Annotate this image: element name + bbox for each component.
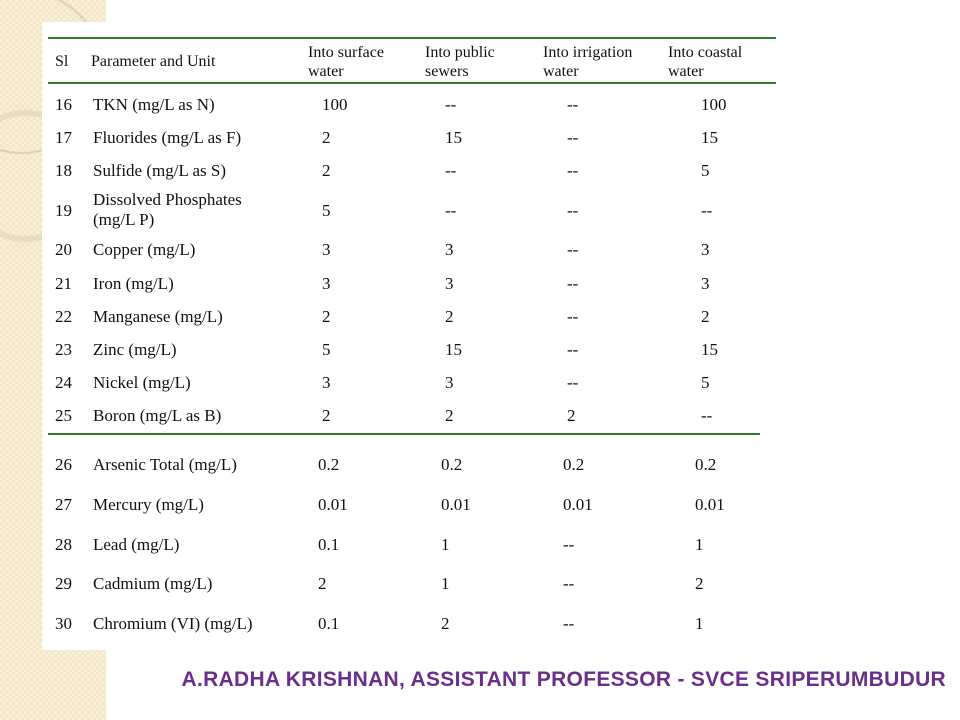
row-value-surface: 3 xyxy=(322,240,331,259)
row-value-sewers: 2 xyxy=(445,307,454,326)
row-value-coastal: 100 xyxy=(701,95,727,114)
row-value-irrigation: -- xyxy=(567,240,579,259)
parameter-line: Manganese (mg/L) xyxy=(93,307,223,326)
row-value-sewers: 1 xyxy=(441,535,450,554)
row-value-sewers: 2 xyxy=(445,406,454,425)
section-divider-rule xyxy=(48,433,760,435)
header-coastal-water: Into coastal water xyxy=(668,44,743,80)
row-parameter xyxy=(93,161,226,181)
table-panel xyxy=(42,22,782,650)
row-value-sewers: 2 xyxy=(441,614,450,633)
row-value-surface: 2 xyxy=(322,161,331,180)
row-value-surface: 5 xyxy=(322,201,331,220)
row-value-irrigation: -- xyxy=(563,614,575,633)
parameter-line: Dissolved Phosphates xyxy=(93,190,242,209)
row-parameter xyxy=(93,495,204,515)
row-value-coastal: 3 xyxy=(701,240,710,259)
row-value-sewers: 3 xyxy=(445,274,454,293)
row-sl: 22 xyxy=(55,307,72,326)
row-value-coastal: 15 xyxy=(701,340,718,359)
row-value-irrigation: 0.2 xyxy=(563,455,585,474)
parameter-line: Chromium (VI) (mg/L) xyxy=(93,614,253,633)
header-sl: Sl xyxy=(55,53,69,70)
row-value-irrigation: -- xyxy=(567,274,579,293)
row-sl: 24 xyxy=(55,373,72,392)
row-value-coastal: 0.2 xyxy=(695,455,717,474)
parameter-line: Cadmium (mg/L) xyxy=(93,574,213,593)
row-value-irrigation: -- xyxy=(567,340,579,359)
row-sl: 27 xyxy=(55,495,72,514)
row-parameter xyxy=(93,128,241,148)
row-value-coastal: 5 xyxy=(701,373,710,392)
row-parameter xyxy=(93,307,223,327)
header-surface-water: Into surface water xyxy=(308,44,384,80)
row-parameter xyxy=(93,614,253,634)
row-value-coastal: 2 xyxy=(695,574,704,593)
row-sl: 26 xyxy=(55,455,72,474)
row-sl: 25 xyxy=(55,406,72,425)
row-value-sewers: 3 xyxy=(445,373,454,392)
header-public-sewers: Into public sewers xyxy=(425,44,495,80)
parameter-line: Fluorides (mg/L as F) xyxy=(93,128,242,147)
row-value-sewers: 15 xyxy=(445,340,462,359)
parameter-line: Zinc (mg/L) xyxy=(93,340,177,359)
header-bottom-rule xyxy=(48,82,776,84)
row-value-coastal: 1 xyxy=(695,535,704,554)
row-value-surface: 100 xyxy=(322,95,348,114)
parameter-line: Nickel (mg/L) xyxy=(93,373,191,392)
row-value-irrigation: -- xyxy=(567,128,579,147)
row-parameter xyxy=(93,340,177,360)
row-sl: 17 xyxy=(55,128,72,147)
header-top-rule xyxy=(48,37,776,39)
row-value-sewers: -- xyxy=(445,161,457,180)
row-sl: 28 xyxy=(55,535,72,554)
row-value-surface: 5 xyxy=(322,340,331,359)
row-sl: 16 xyxy=(55,95,72,114)
row-value-coastal: -- xyxy=(701,406,713,425)
row-sl: 19 xyxy=(55,201,72,220)
row-value-coastal: 1 xyxy=(695,614,704,633)
parameter-line: Lead (mg/L) xyxy=(93,535,180,554)
row-parameter xyxy=(93,406,221,426)
header-irrigation-water: Into irrigation water xyxy=(543,44,633,80)
row-value-coastal: 5 xyxy=(701,161,710,180)
row-parameter xyxy=(93,190,242,230)
row-parameter xyxy=(93,535,179,555)
row-value-sewers: 1 xyxy=(441,574,450,593)
row-value-surface: 3 xyxy=(322,274,331,293)
row-value-irrigation: 0.01 xyxy=(563,495,593,514)
row-value-sewers: 15 xyxy=(445,128,462,147)
parameter-line: (mg/L P) xyxy=(93,210,155,229)
row-value-surface: 0.2 xyxy=(318,455,340,474)
row-value-irrigation: 2 xyxy=(567,406,576,425)
row-value-sewers: 0.01 xyxy=(441,495,471,514)
row-sl: 30 xyxy=(55,614,72,633)
row-sl: 18 xyxy=(55,161,72,180)
row-sl: 29 xyxy=(55,574,72,593)
row-sl: 20 xyxy=(55,240,72,259)
row-value-sewers: 3 xyxy=(445,240,454,259)
row-parameter xyxy=(93,574,212,594)
row-parameter xyxy=(93,274,174,294)
row-value-coastal: 3 xyxy=(701,274,710,293)
parameter-line: Sulfide (mg/L as S) xyxy=(93,161,226,180)
footer-credit: A.RADHA KRISHNAN, ASSISTANT PROFESSOR - SVCE SRIPERUMBUDUR xyxy=(181,668,946,691)
row-value-irrigation: -- xyxy=(567,95,579,114)
row-value-irrigation: -- xyxy=(567,307,579,326)
row-value-irrigation: -- xyxy=(567,201,579,220)
row-value-coastal: 2 xyxy=(701,307,710,326)
row-value-coastal: 15 xyxy=(701,128,718,147)
parameter-line: Copper (mg/L) xyxy=(93,240,196,259)
parameter-line: Arsenic Total (mg/L) xyxy=(93,455,237,474)
row-parameter xyxy=(93,95,215,115)
row-value-coastal: 0.01 xyxy=(695,495,725,514)
row-sl: 23 xyxy=(55,340,72,359)
row-parameter xyxy=(93,455,237,475)
parameter-line: Mercury (mg/L) xyxy=(93,495,204,514)
row-value-surface: 0.1 xyxy=(318,614,340,633)
row-value-surface: 0.01 xyxy=(318,495,348,514)
row-value-surface: 2 xyxy=(322,128,331,147)
row-value-surface: 2 xyxy=(318,574,327,593)
row-value-sewers: 0.2 xyxy=(441,455,463,474)
row-value-coastal: -- xyxy=(701,201,713,220)
row-value-sewers: -- xyxy=(445,201,457,220)
row-sl: 21 xyxy=(55,274,72,293)
header-parameter: Parameter and Unit xyxy=(91,53,216,70)
row-value-irrigation: -- xyxy=(563,535,575,554)
parameter-line: Iron (mg/L) xyxy=(93,274,174,293)
row-value-surface: 2 xyxy=(322,307,331,326)
row-parameter xyxy=(93,240,195,260)
row-value-sewers: -- xyxy=(445,95,457,114)
row-value-surface: 0.1 xyxy=(318,535,340,554)
row-value-irrigation: -- xyxy=(563,574,575,593)
parameter-line: Boron (mg/L as B) xyxy=(93,406,222,425)
row-value-irrigation: -- xyxy=(567,373,579,392)
row-value-surface: 3 xyxy=(322,373,331,392)
row-value-surface: 2 xyxy=(322,406,331,425)
row-parameter xyxy=(93,373,191,393)
parameter-line: TKN (mg/L as N) xyxy=(93,95,215,114)
row-value-irrigation: -- xyxy=(567,161,579,180)
